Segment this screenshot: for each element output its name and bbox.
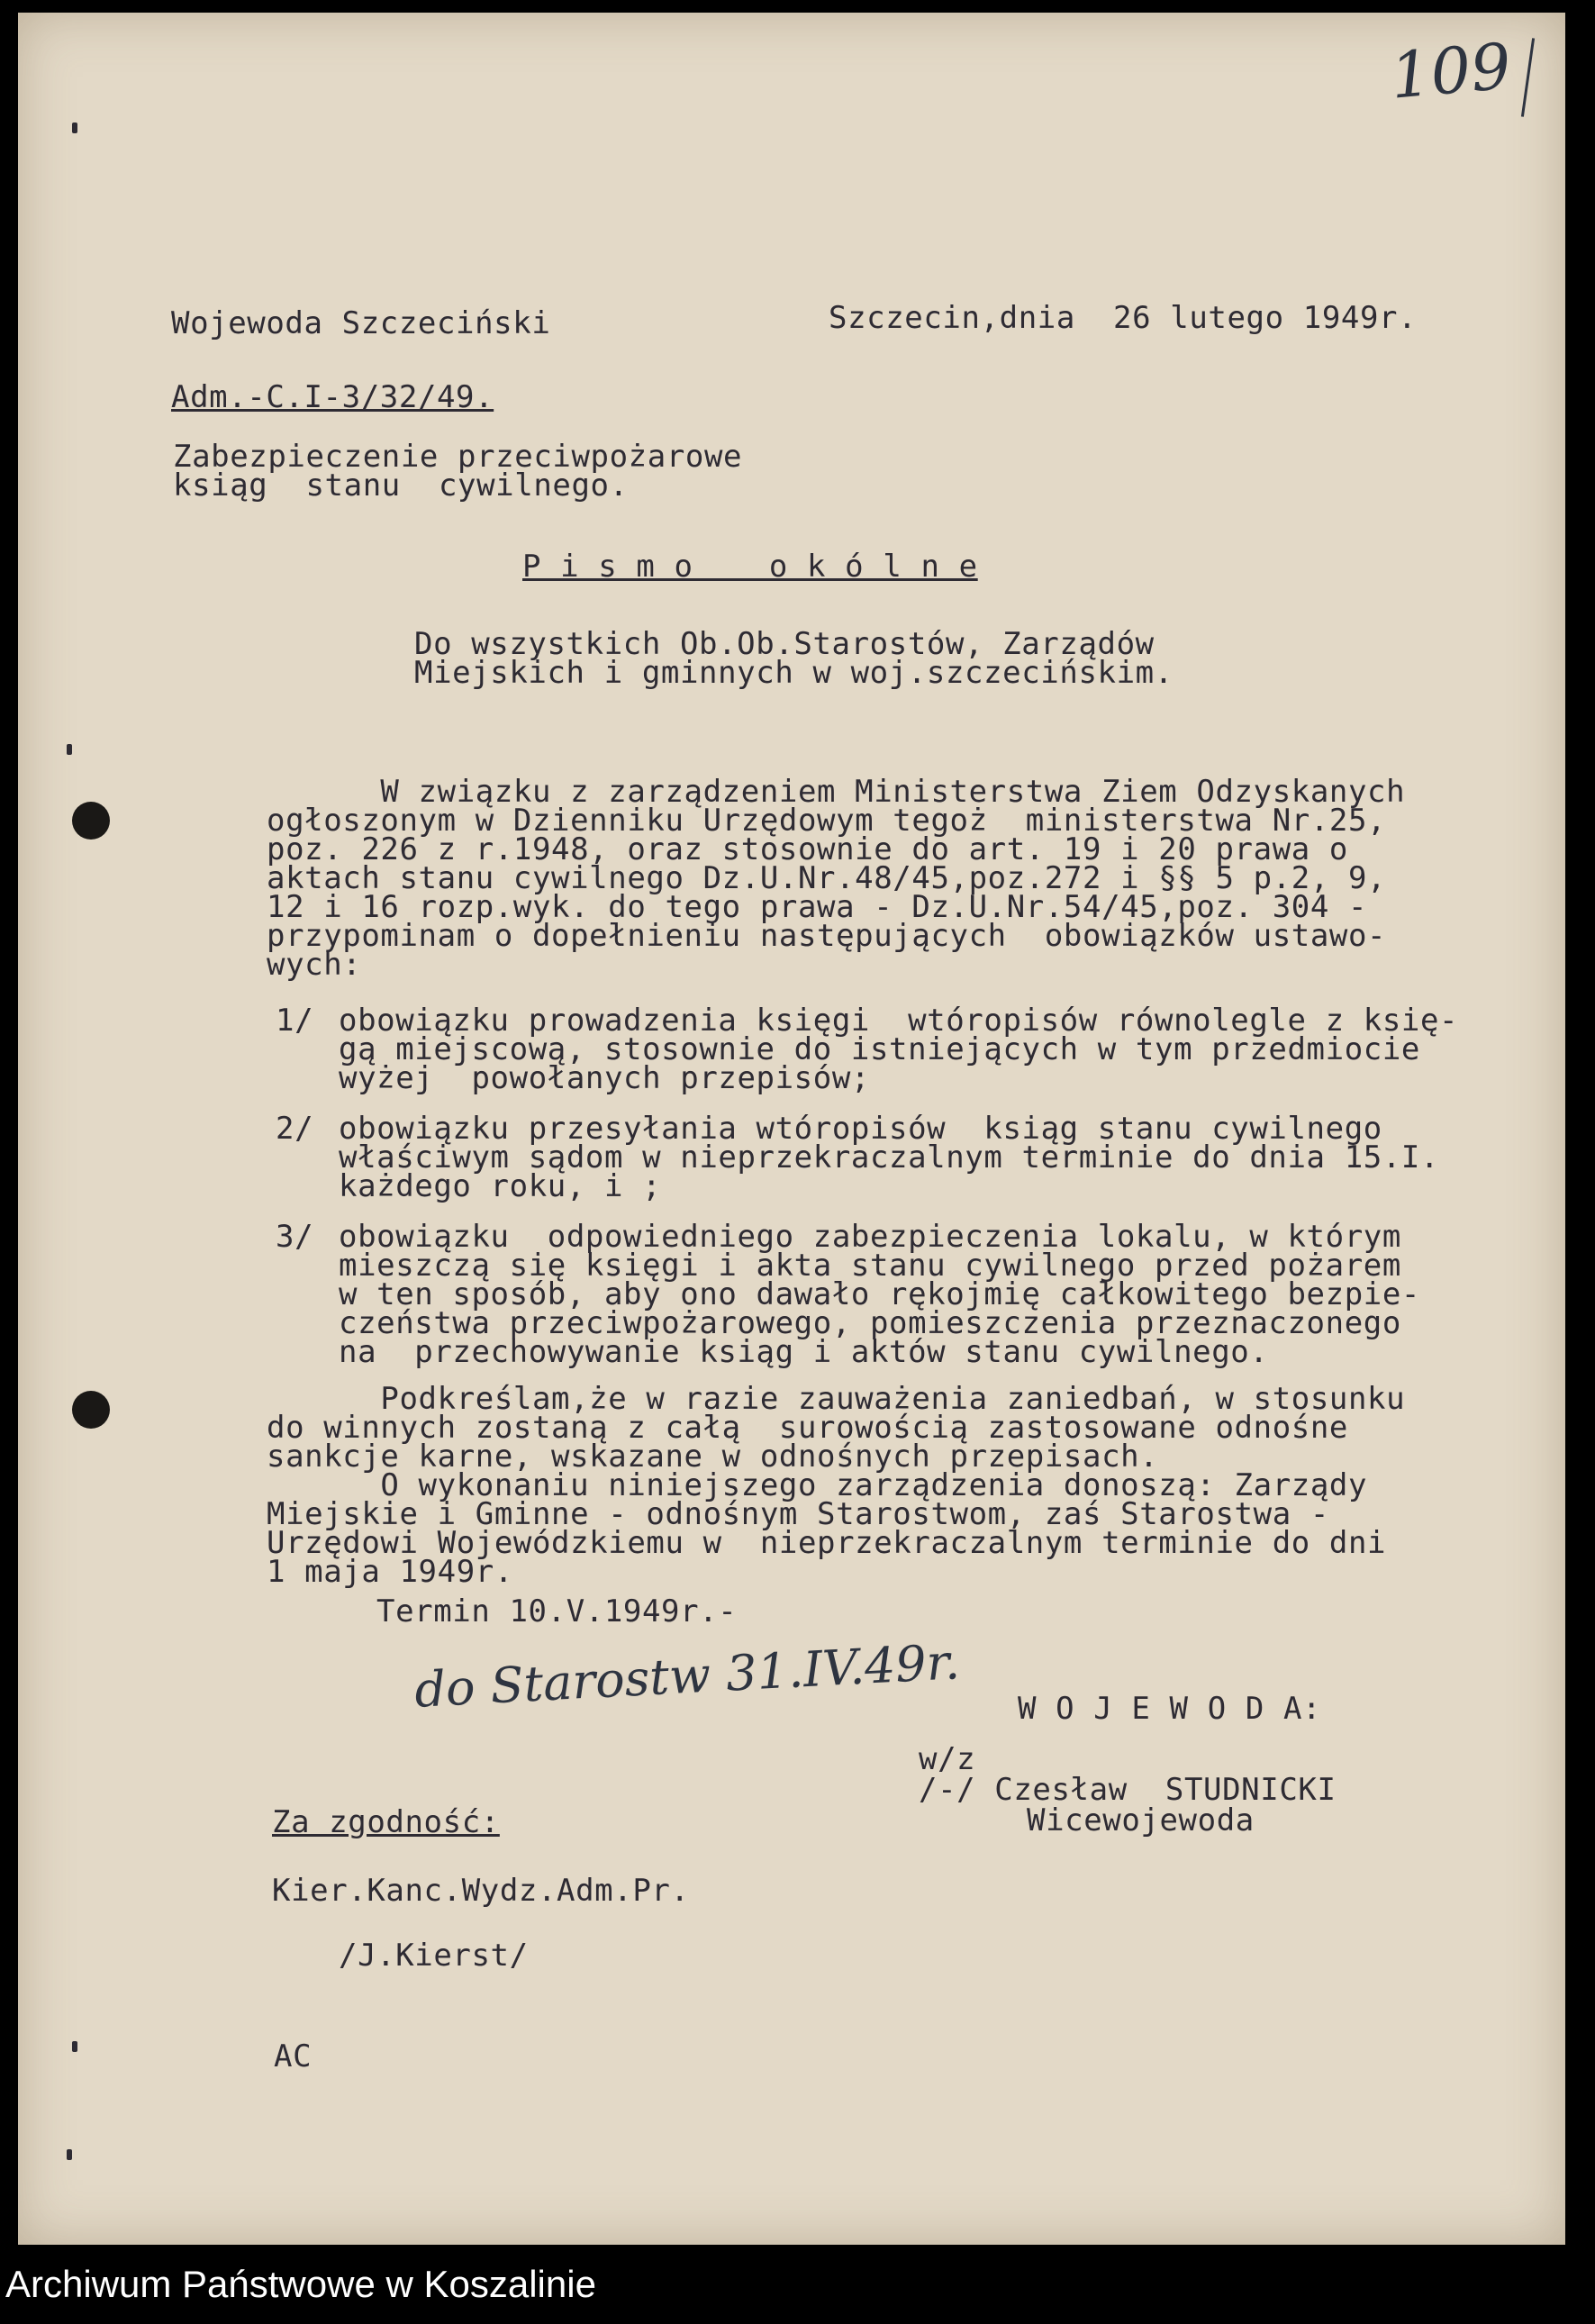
body-line: wych: xyxy=(267,947,362,983)
item-number: 1/ xyxy=(276,1003,314,1039)
body-line: W związku z zarządzeniem Ministerstwa Ziem Odzyskanych xyxy=(267,774,1406,810)
item-line: właściwym sądom w nieprzekraczalnym terminie do dnia 15.I. xyxy=(339,1139,1440,1176)
closing-line: Podkreślam,że w razie zauważenia zaniedbań, w stosunku xyxy=(267,1381,1406,1417)
subject-line: ksiąg stanu cywilnego. xyxy=(173,468,629,504)
item-line: wyżej powołanych przepisów; xyxy=(339,1060,870,1096)
addressee-line: Miejskich i gminnych w woj.szczecińskim. xyxy=(414,655,1174,691)
body-line: 12 i 16 rozp.wyk. do tego prawa - Dz.U.Nr.54/45,poz. 304 - xyxy=(267,889,1368,925)
signature-title: W O J E W O D A: xyxy=(1018,1691,1322,1727)
closing-line: Urzędowi Wojewódzkiemu w nieprzekraczalnym terminie do dni xyxy=(267,1525,1387,1561)
margin-mark xyxy=(67,744,72,755)
item-number: 2/ xyxy=(276,1111,314,1147)
closing-line: sankcje karne, wskazane w odnośnych przepisach. xyxy=(267,1439,1159,1475)
letter-type-heading: P i s m o o k ó l n e xyxy=(522,549,978,585)
item-line: w ten sposób, aby ono dawało rękojmię całkowitego bezpie- xyxy=(339,1276,1420,1312)
handwritten-note: do Starostw 31.IV.49r. xyxy=(412,1633,962,1719)
punch-hole-bottom xyxy=(72,1391,110,1429)
office-label: Kier.Kanc.Wydz.Adm.Pr. xyxy=(272,1873,690,1909)
office-signer: /J.Kierst/ xyxy=(339,1938,529,1974)
item-line: czeństwa przeciwpożarowego, pomieszczenia przeznaczonego xyxy=(339,1305,1401,1341)
place-date: Szczecin,dnia 26 lutego 1949r. xyxy=(829,300,1418,336)
document-page xyxy=(18,13,1565,2245)
body-line: przypominam o dopełnieniu następujących obowiązków ustawo- xyxy=(267,918,1387,954)
sender: Wojewoda Szczeciński xyxy=(171,305,551,341)
item-line: mieszczą się księgi i akta stanu cywilnego przed pożarem xyxy=(339,1248,1401,1284)
certification-label: Za zgodność: xyxy=(272,1804,500,1840)
item-line: na przechowywanie ksiąg i aktów stanu cywilnego. xyxy=(339,1334,1269,1370)
signature-wz: w/z xyxy=(919,1741,976,1777)
punch-hole-top xyxy=(72,802,110,840)
item-line: każdego roku, i ; xyxy=(339,1168,662,1204)
closing-line: O wykonaniu niniejszego zarządzenia donoszą: Zarządy xyxy=(267,1467,1368,1503)
folio-mark xyxy=(1521,38,1535,117)
body-line: poz. 226 z r.1948, oraz stosownie do art. 19 i 20 prawa o xyxy=(267,831,1348,867)
closing-line: Miejskie i Gminne - odnośnym Starostwom, zaś Starostwa - xyxy=(267,1496,1329,1532)
item-line: obowiązku przesyłania wtóropisów ksiąg stanu cywilnego xyxy=(339,1111,1382,1147)
deadline: Termin 10.V.1949r.- xyxy=(376,1593,738,1630)
item-number: 3/ xyxy=(276,1219,314,1255)
signature-role: Wicewojewoda xyxy=(1027,1802,1255,1838)
archive-name: Archiwum Państwowe w Koszalinie xyxy=(5,2263,596,2305)
body-line: ogłoszonym w Dzienniku Urzędowym tegoż ministerstwa Nr.25, xyxy=(267,803,1387,839)
addressee-line: Do wszystkich Ob.Ob.Starostów, Zarządów xyxy=(414,626,1155,662)
archive-footer xyxy=(0,2245,1595,2324)
signature-name: /-/ Czesław STUDNICKI xyxy=(919,1772,1337,1808)
closing-line: 1 maja 1949r. xyxy=(267,1554,513,1590)
subject-line: Zabezpieczenie przeciwpożarowe xyxy=(173,439,743,475)
closing-line: do winnych zostaną z całą surowością zastosowane odnośne xyxy=(267,1410,1348,1446)
margin-mark xyxy=(72,123,77,133)
reference-number: Adm.-C.I-3/32/49. xyxy=(171,379,494,415)
body-line: aktach stanu cywilnego Dz.U.Nr.48/45,poz.272 i §§ 5 p.2, 9, xyxy=(267,860,1387,896)
item-line: gą miejscową, stosownie do istniejących w tym przedmiocie xyxy=(339,1031,1420,1067)
initials: AC xyxy=(274,2038,313,2074)
item-line: obowiązku odpowiedniego zabezpieczenia lokalu, w którym xyxy=(339,1219,1401,1255)
margin-mark xyxy=(67,2149,72,2160)
margin-mark xyxy=(72,2041,77,2052)
folio-number: 109 xyxy=(1388,29,1515,113)
item-line: obowiązku prowadzenia księgi wtóropisów równolegle z księ- xyxy=(339,1003,1459,1039)
